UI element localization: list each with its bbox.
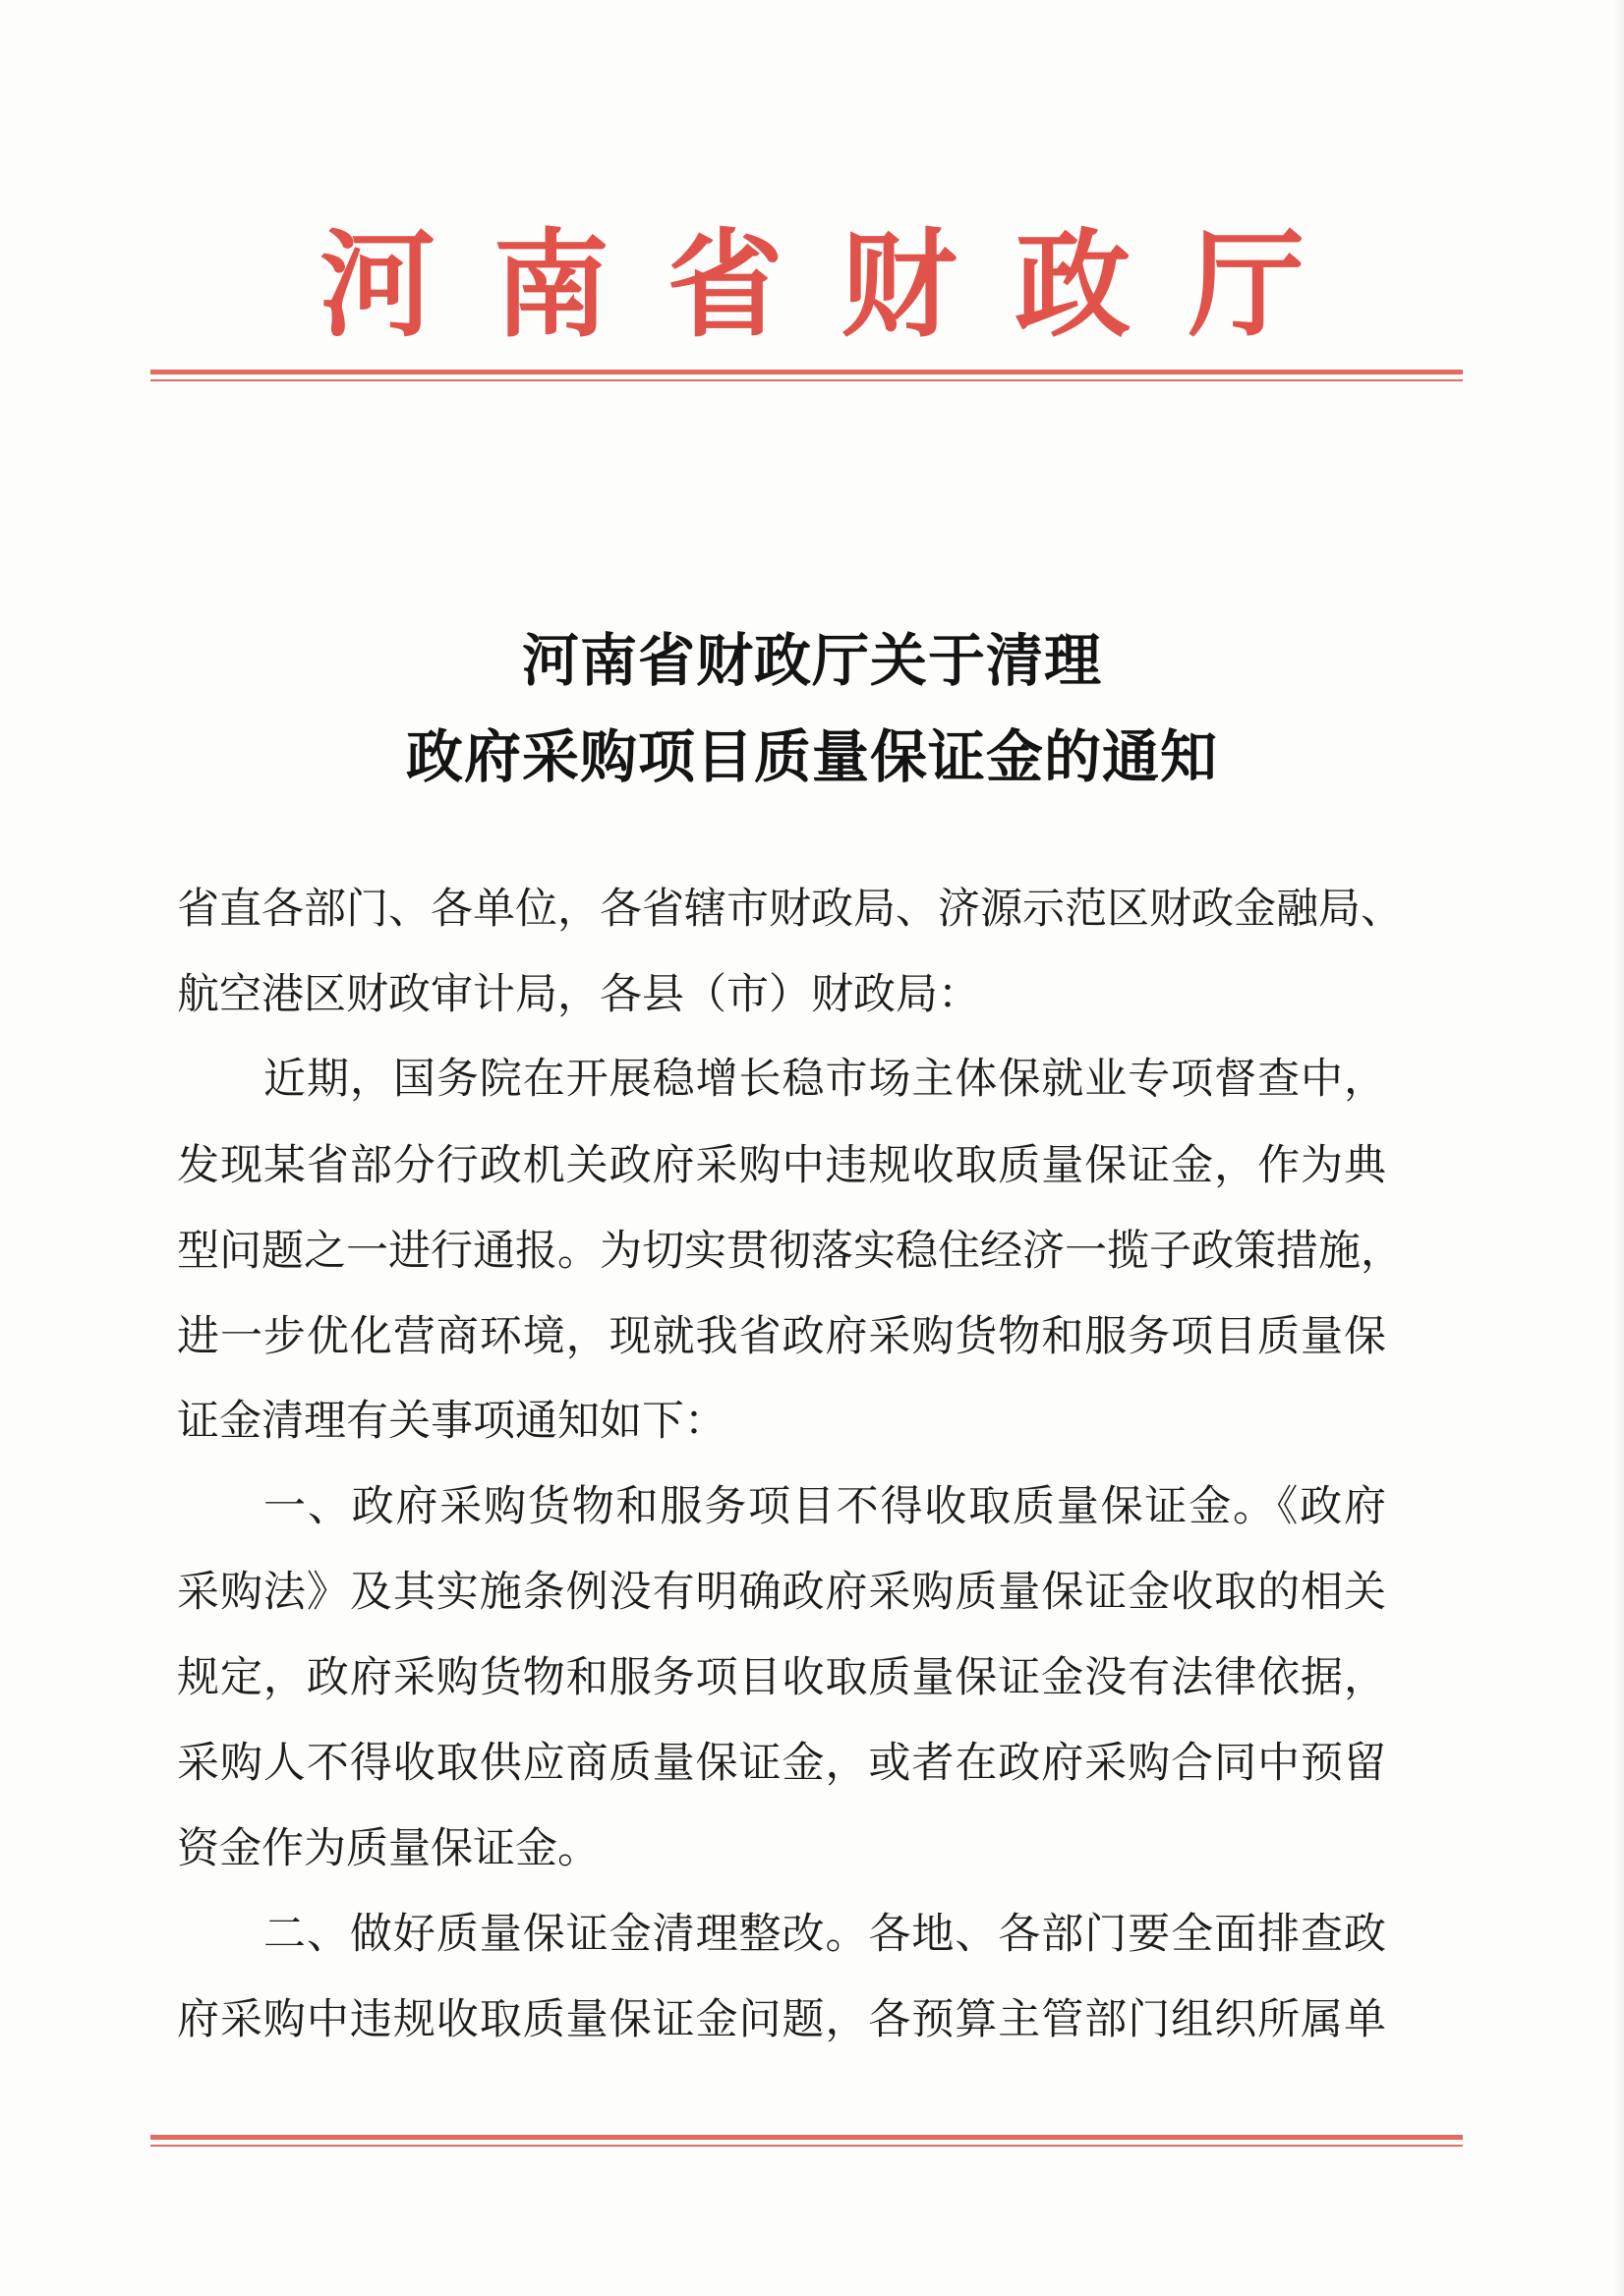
- body-line: 证金清理有关事项通知如下：: [177, 1397, 726, 1446]
- body-line: 省直各部门、各单位，各省辖市财政局、济源示范区财政金融局、: [177, 885, 1403, 934]
- letterhead-title: [147, 211, 1477, 359]
- letterhead-char: 省: [667, 217, 783, 353]
- scan-edge: [1614, 0, 1624, 2296]
- letterhead-char: 厅: [1188, 217, 1305, 353]
- letterhead-char: 河: [319, 217, 436, 353]
- body-line: 采购人不得收取供应商质量保证金，或者在政府采购合同中预留: [177, 1739, 1386, 1788]
- body-line: 航空港区财政审计局，各县（市）财政局：: [177, 970, 980, 1019]
- letterhead-char: 南: [493, 217, 609, 353]
- body-line: 府采购中违规收取质量保证金问题，各预算主管部门组织所属单: [177, 1995, 1386, 2044]
- body-line: 二、做好质量保证金清理整改。各地、各部门要全面排查政: [263, 1910, 1386, 1959]
- rule-thin-line: [150, 2145, 1463, 2147]
- body-line: 近期，国务院在开展稳增长稳市场主体保就业专项督查中，: [263, 1055, 1386, 1104]
- body-line: 发现某省部分行政机关政府采购中违规收取质量保证金，作为典: [177, 1141, 1386, 1190]
- body-line: 型问题之一进行通报。为切实贯彻落实稳住经济一揽子政策措施，: [177, 1227, 1403, 1276]
- letterhead-rule-top: [150, 370, 1463, 381]
- body-line: 采购法》及其实施条例没有明确政府采购质量保证金收取的相关: [177, 1568, 1386, 1617]
- rule-thick-line: [150, 370, 1463, 374]
- rule-thin-line: [150, 379, 1463, 381]
- body-line: 进一步优化营商环境，现就我省政府采购货物和服务项目质量保: [177, 1312, 1386, 1361]
- rule-thick-line: [150, 2135, 1463, 2140]
- letterhead-char: 财: [841, 217, 957, 353]
- body-line: 规定，政府采购货物和服务项目收取质量保证金没有法律依据，: [177, 1653, 1386, 1702]
- document-title-line-2: 政府采购项目质量保证金的通知: [405, 723, 1218, 790]
- footer-rule: [150, 2135, 1463, 2147]
- letterhead-char: 政: [1015, 217, 1131, 353]
- body-line: 资金作为质量保证金。: [177, 1824, 600, 1873]
- document-title-line-1: 河南省财政厅关于清理: [521, 627, 1102, 694]
- body-line: 一、政府采购货物和服务项目不得收取质量保证金。《政府: [263, 1482, 1386, 1531]
